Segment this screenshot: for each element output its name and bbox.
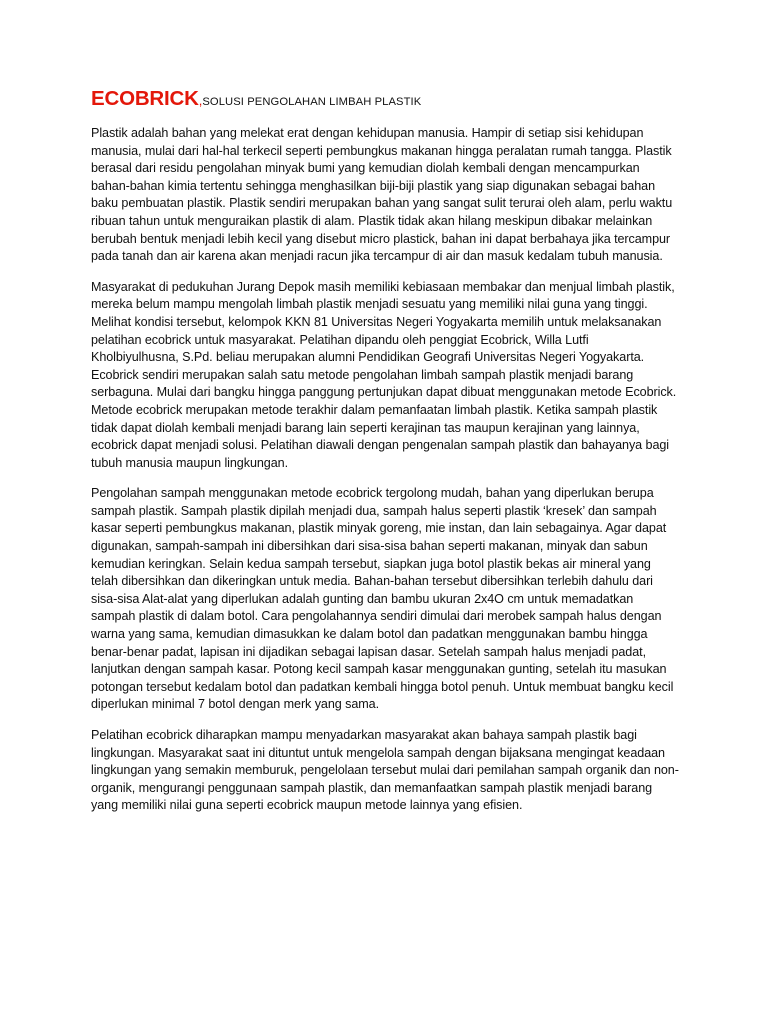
title-separator: ,	[198, 93, 203, 108]
page-title	[91, 87, 679, 111]
paragraph-method: Pengolahan sampah menggunakan metode ecobrick tergolong mudah, bahan yang diperlukan berupa sampah plastik. Sampah plastik dipilah menjadi dua, sampah halus seperti plastik ‘kresek’ dan sampah kasar seperti pembungkus makanan, plastik minyak goreng, mie instan, dan lain sebagainya. Agar dapat digunakan, sampah-sampah ini dibersihkan dari sisa-sisa bahan seperti makanan, minyak dan sabun kemudian keringkan. Selain kedua sampah tersebut, siapkan juga botol plastik bekas air mineral yang telah dibersihkan dan dikeringkan untuk media. Bahan-bahan tersebut dibersihkan terlebih dahulu dari sisa-sisa Alat-alat yang diperlukan adalah gunting dan bambu ukuran 2x4O cm untuk memadatkan sampah plastik di dalam botol. Cara pengolahannya sendiri dimulai dari merobek sampah halus dengan warna yang sama, kemudian dimasukkan ke dalam botol dan padatkan menggunakan bambu hingga benar-benar padat, lapisan ini dijadikan sebagai lapisan dasar. Setelah sampah halus menjadi padat, lanjutkan dengan sampah kasar. Potong kecil sampah kasar menggunakan gunting, setelah itu masukan potongan tersebut kedalam botol dan padatkan kembali hingga botol penuh. Untuk membuat bangku kecil diperlukan minimal 7 botol dengan merk yang sama.	[91, 486, 674, 712]
paragraph-intro: Plastik adalah bahan yang melekat erat dengan kehidupan manusia. Hampir di setiap sisi kehidupan manusia, mulai dari hal-hal terkecil seperti pembungkus makanan hingga peralatan rumah tangga. Plastik berasal dari residu pengolahan minyak bumi yang kemudian diolah kembali dengan mencampurkan bahan-bahan kimia tertentu sehingga menghasilkan biji-biji plastik yang siap digunakan sebagai bahan baku pembuatan plastik. Plastik sendiri merupakan bahan yang sangat sulit terurai oleh alam, perlu waktu ribuan tahun untuk menguraikan plastik di alam. Plastik tidak akan hilang meskipun dibakar melainkan berubah bentuk menjadi lebih kecil yang disebut micro plastick, bahan ini dapat berbahaya jika tercampur pada tanah dan air karena akan menjadi racun jika tercampur di air dan masuk kedalam tubuh manusia.	[91, 126, 673, 264]
paragraph-background: Masyarakat di pedukuhan Jurang Depok masih memiliki kebiasaan membakar dan menjual limbah plastik, mereka belum mampu mengolah limbah plastik menjadi sesuatu yang memiliki nilai guna yang tinggi. Melihat kondisi tersebut, kelompok KKN 81 Universitas Negeri Yogyakarta memilih untuk melaksanakan pelatihan ecobrick untuk masyarakat. Pelatihan dipandu oleh penggiat Ecobrick, Willa Lutfi Kholbiyulhusna, S.Pd. beliau merupakan alumni Pendidikan Geografi Universitas Negeri Yogyakarta. Ecobrick sendiri merupakan salah satu metode pengolahan limbah sampah plastik menjadi barang serbaguna. Mulai dari bangku hingga panggung pertunjukan dapat dibuat menggunakan metode Ecobrick. Metode ecobrick merupakan metode terakhir dalam pemanfaatan limbah plastik. Ketika sampah plastik tidak dapat diolah kembali menjadi barang lain seperti kerajinan tas maupun kerajinan yang lainnya, ecobrick dapat menjadi solusi. Pelatihan diawali dengan pengenalan sampah plastik dan bahayanya bagi tubuh manusia maupun lingkungan.	[91, 279, 677, 470]
document-page	[91, 87, 679, 815]
title-subtitle: SOLUSI PENGOLAHAN LIMBAH PLASTIK	[202, 96, 422, 108]
title-main: ECOBRICK	[91, 87, 199, 110]
paragraph-conclusion: Pelatihan ecobrick diharapkan mampu menyadarkan masyarakat akan bahaya sampah plastik bagi lingkungan. Masyarakat saat ini dituntut untuk mengelola sampah dengan bijaksana mengingat keadaan lingkungan yang semakin memburuk, pengelolaan tersebut mulai dari pemilahan sampah organik dan non-organik, mengurangi penggunaan sampah plastik, dan memanfaatkan sampah plastik menjadi barang yang memiliki nilai guna seperti ecobrick maupun metode lainnya yang efisien.	[91, 728, 679, 813]
